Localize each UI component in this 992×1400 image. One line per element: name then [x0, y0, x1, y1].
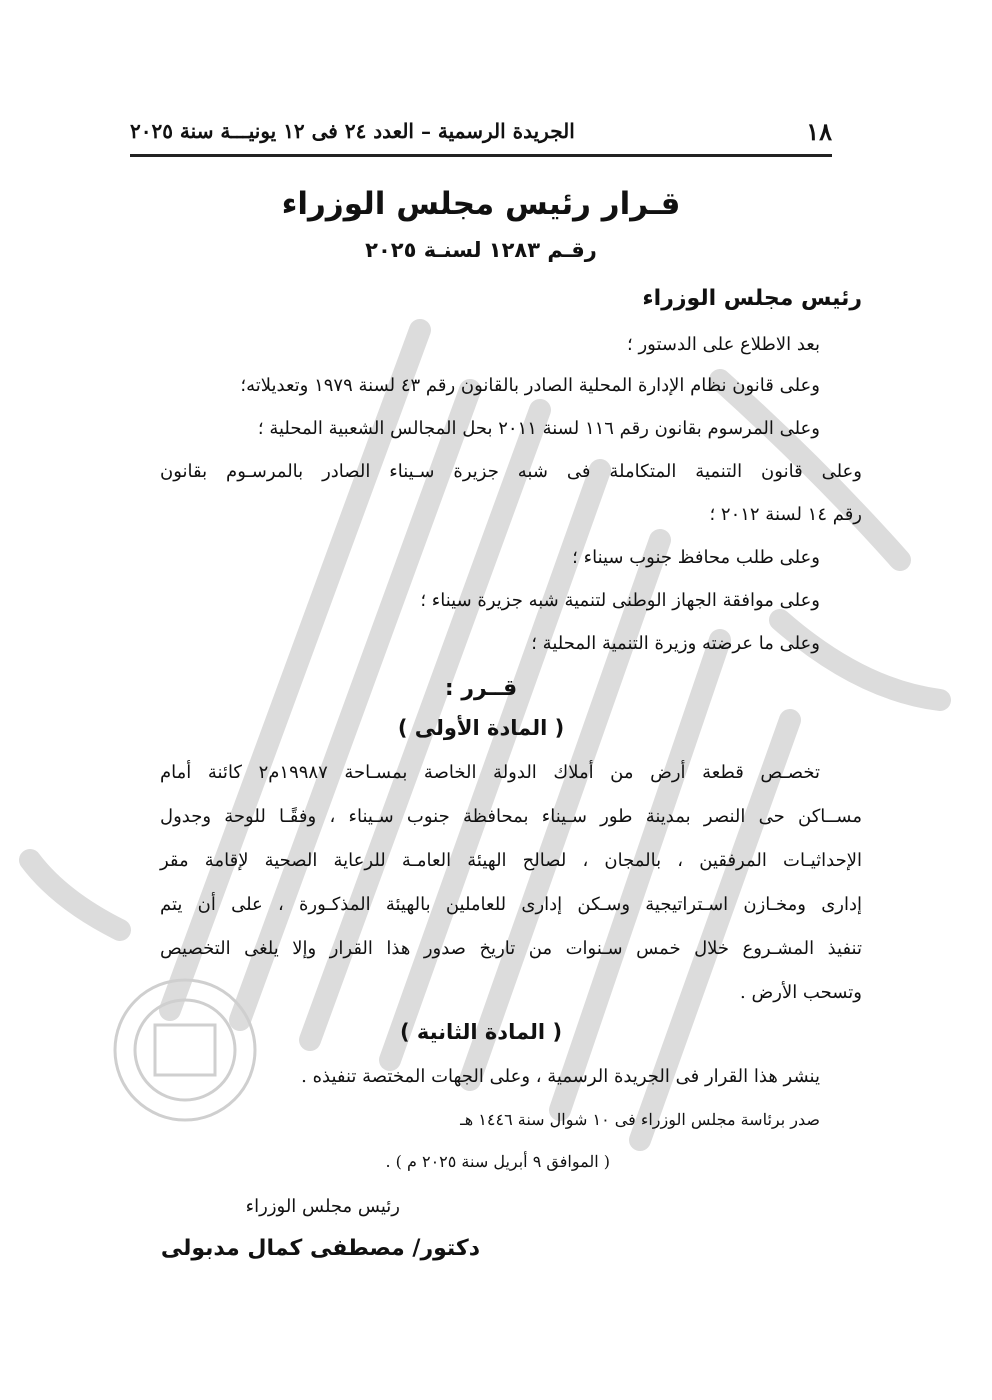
article-1-line: تخصـص قطعة أرض من أملاك الدولة الخاصة بمسـاحة ١٩٩٨٧م٢ كائنة أمام [160, 762, 820, 783]
running-head: الجريدة الرسمية – العدد ٢٤ فى ١٢ يونيـــة سنة ٢٠٢٥ [130, 119, 575, 143]
issued-at: صدر برئاسة مجلس الوزراء فى ١٠ شوال سنة ١٤٤٦ هـ [460, 1110, 820, 1129]
corresponding-date: ( الموافق ٩ أبريل سنة ٢٠٢٥ م ) . [385, 1152, 610, 1171]
article-2-line: ينشر هذا القرار فى الجريدة الرسمية ، وعلى الجهات المختصة تنفيذه . [301, 1066, 820, 1087]
decided-heading: قــرر : [444, 676, 518, 701]
decree-number: رقـم ١٢٨٣ لسنـة ٢٠٢٥ [365, 238, 597, 262]
recital: وعلى طلب محافظ جنوب سيناء ؛ [572, 547, 820, 568]
signature-name: دكتور/ مصطفى كمال مدبولى [160, 1236, 480, 1261]
signature-title: رئيس مجلس الوزراء [245, 1196, 400, 1217]
article-1-line: وتسحب الأرض . [740, 982, 862, 1003]
decree-title: قـرار رئيس مجلس الوزراء [281, 186, 681, 222]
recital: رقم ١٤ لسنة ٢٠١٢ ؛ [709, 504, 862, 525]
article-1-line: إدارى ومخـازن اسـتراتيجية وسـكن إدارى للعاملين بالهيئة المذكـورة ، على أن يتم [160, 894, 862, 915]
recital: وعلى المرسوم بقانون رقم ١١٦ لسنة ٢٠١١ بحل المجالس الشعبية المحلية ؛ [257, 418, 820, 439]
article-2-heading: ( المادة الثانية ) [399, 1020, 563, 1044]
article-1-line: الإحداثيـات المرفقين ، بالمجان ، لصالح الهيئة العامـة للرعاية الصحية لإقامة مقر [160, 850, 862, 871]
header-rule [130, 154, 832, 157]
page-number: ١٨ [806, 116, 832, 146]
decree-issuer: رئيس مجلس الوزراء [642, 286, 862, 311]
page-header [130, 112, 832, 150]
recital: وعلى ما عرضته وزيرة التنمية المحلية ؛ [531, 633, 820, 654]
recital: وعلى قانون نظام الإدارة المحلية الصادر بالقانون رقم ٤٣ لسنة ١٩٧٩ وتعديلاته؛ [240, 375, 820, 396]
recital: بعد الاطلاع على الدستور ؛ [627, 334, 820, 355]
article-1-line: مســاكن حى النصر بمدينة طور سـيناء بمحافظة جنوب سـيناء ، وفقًـا للوحة وجدول [160, 806, 862, 827]
article-1-line: تنفيذ المشـروع خلال خمس سـنوات من تاريخ صدور هذا القرار وإلا يلغى التخصيص [160, 938, 862, 959]
recital: وعلى قانون التنمية المتكاملة فى شبه جزيرة سـيناء الصادر بالمرسـوم بقانون [160, 461, 862, 482]
recital: وعلى موافقة الجهاز الوطنى لتنمية شبه جزيرة سيناء ؛ [420, 590, 820, 611]
article-1-heading: ( المادة الأولى ) [397, 716, 565, 740]
